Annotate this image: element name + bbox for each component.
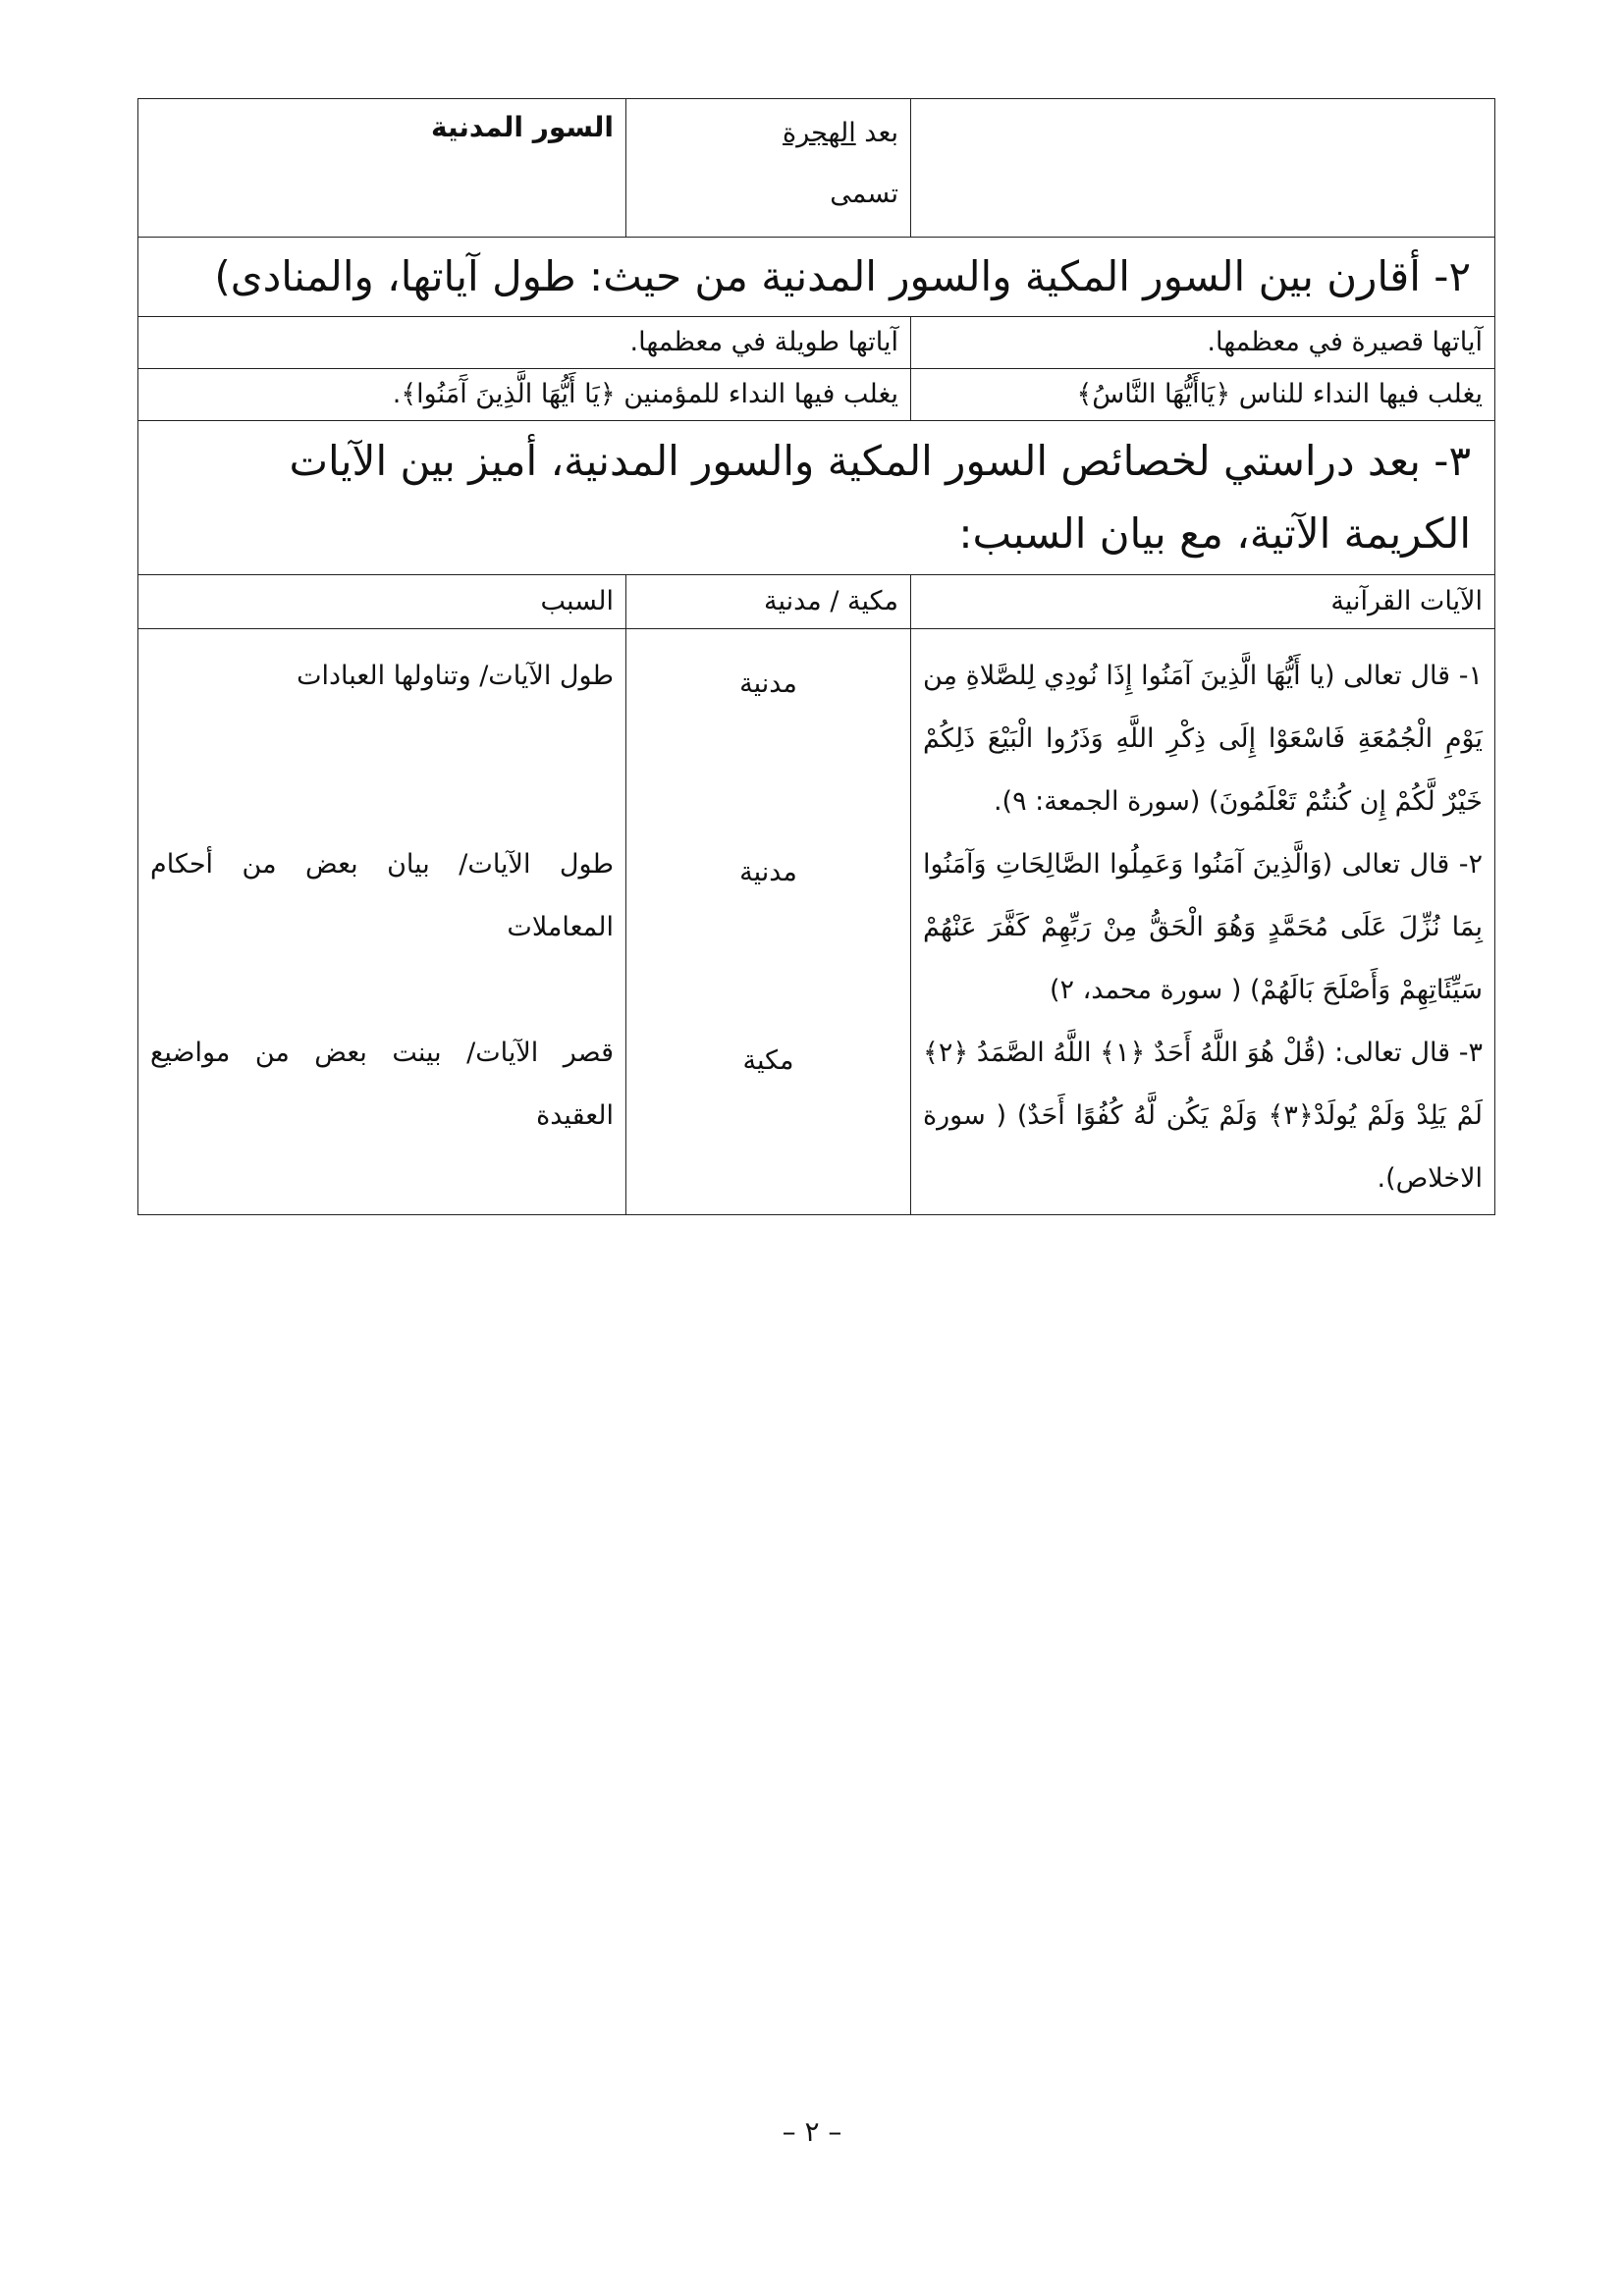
reason-cell [138, 629, 626, 1215]
verse-1: ١- قال تعالى (يا أَيُّهَا الَّذِينَ آمَنُوا إِذَا نُودِي لِلصَّلاةِ مِن يَوْمِ الْجُمُعَةِ فَاسْعَوْا إِلَى ذِكْرِ اللَّهِ وَذَرُوا الْبَيْعَ ذَلِكُمْ خَيْرٌ لَّكُمْ إِن كُنتُمْ تَعْلَمُونَ) (سورة الجمعة: ٩). [923, 661, 1483, 817]
call-row [138, 369, 1495, 421]
makki-call-cell: يغلب فيها النداء للناس ﴿يَاأَيُّهَا النَّاسُ﴾ [911, 369, 1495, 421]
makki-length-cell: آياتها قصيرة في معظمها. [911, 317, 1495, 369]
content-table [137, 98, 1495, 1215]
empty-cell [911, 99, 1495, 238]
length-row [138, 317, 1495, 369]
section2-heading-row [138, 238, 1495, 317]
after-hijra-cell: بعد الهجرة تسمى [626, 99, 911, 238]
verses-header: الآيات القرآنية [911, 575, 1495, 629]
section2-heading: ٢- أقارن بين السور المكية والسور المدنية من حيث: طول آياتها، والمنادى) [138, 238, 1495, 317]
type-cell [626, 629, 911, 1215]
verses-table-header [138, 575, 1495, 629]
type-2: مدنية [739, 857, 797, 887]
reason-1: طول الآيات/ وتناولها العبادات [297, 661, 614, 691]
hijra-word: الهجرة [783, 118, 856, 148]
verses-cell [911, 629, 1495, 1215]
top-row [138, 99, 1495, 238]
document-page [137, 98, 1494, 1215]
reason-3: قصر الآيات/ بينت بعض من مواضيع العقيدة [150, 1038, 614, 1131]
madani-surahs-label: السور المدنية [138, 99, 626, 238]
type-3: مكية [742, 1045, 794, 1076]
verse-3: ٣- قال تعالى: (قُلْ هُوَ اللَّهُ أَحَدٌ ﴿١﴾ اللَّهُ الصَّمَدُ ﴿٢﴾ لَمْ يَلِدْ وَلَمْ يُولَدْ﴿٣﴾ وَلَمْ يَكُن لَّهُ كُفُوًا أَحَدٌ) ( سورة الاخلاص). [923, 1038, 1483, 1194]
named-text: تسمى [830, 179, 898, 209]
page-number: – ٢ – [782, 2115, 842, 2148]
section3-heading: ٣- بعد دراستي لخصائص السور المكية والسور المدنية، أميز بين الآيات الكريمة الآتية، مع بيان السبب: [138, 421, 1495, 575]
reason-header: السبب [138, 575, 626, 629]
reason-2: طول الآيات/ بيان بعض من أحكام المعاملات [150, 849, 614, 942]
section3-heading-row [138, 421, 1495, 575]
madani-length-cell: آياتها طويلة في معظمها. [138, 317, 911, 369]
type-1: مدنية [739, 668, 797, 699]
verses-body-row [138, 629, 1495, 1215]
madani-call-cell: يغلب فيها النداء للمؤمنين ﴿يَا أَيُّهَا الَّذِينَ آَمَنُوا﴾. [138, 369, 911, 421]
type-header: مكية / مدنية [626, 575, 911, 629]
verse-2: ٢- قال تعالى (وَالَّذِينَ آمَنُوا وَعَمِلُوا الصَّالِحَاتِ وَآمَنُوا بِمَا نُزِّلَ عَلَى مُحَمَّدٍ وَهُوَ الْحَقُّ مِنْ رَبِّهِمْ كَفَّرَ عَنْهُمْ سَيِّئَاتِهِمْ وَأَصْلَحَ بَالَهُمْ) ( سورة محمد، ٢) [923, 849, 1483, 1005]
